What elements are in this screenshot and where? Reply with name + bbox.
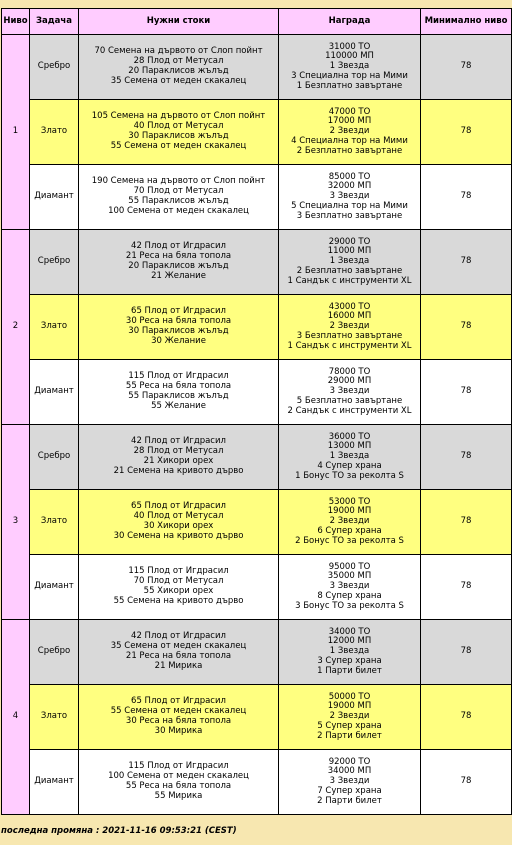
min-level-cell: 78 [421, 35, 512, 100]
header-min-level: Минимално ниво [421, 9, 512, 35]
min-level-cell: 78 [421, 165, 512, 230]
reward-line: 47000 ТО [328, 106, 371, 117]
goods-line: 115 Плод от Игдрасил [128, 371, 229, 382]
task-cell: Диамант [30, 750, 79, 815]
goods-line: 30 Параклисов жълъд [128, 326, 229, 336]
quest-table [1, 8, 512, 815]
reward-line: 7 Супер храна [317, 785, 382, 796]
reward-line: 19000 МП [327, 506, 372, 517]
goods-line: 28 Плод от Метусал [133, 446, 224, 457]
level-cell: 3 [2, 425, 30, 620]
reward-line: 1 Звезда [329, 61, 370, 72]
goods-cell [79, 295, 279, 360]
goods-line: 21 Семена на кривото дърво [113, 465, 244, 476]
goods-line: 55 Семена на кривото дърво [113, 595, 244, 606]
goods-line: 21 Реса на бяла топола [125, 651, 232, 661]
reward-line: 2 Звезди [329, 321, 370, 332]
goods-cell [79, 750, 279, 815]
goods-line: 55 Реса на бяла топола [125, 381, 232, 392]
reward-line: 53000 ТО [328, 496, 371, 507]
reward-line: 3 Безплатно завъртане [296, 210, 403, 221]
goods-cell [79, 100, 279, 165]
reward-line: 3 Бонус ТО за реколта S [295, 600, 404, 611]
goods-cell [79, 555, 279, 620]
task-cell: Сребро [30, 425, 79, 490]
level-cell: 1 [2, 35, 30, 230]
task-cell: Злато [30, 100, 79, 165]
goods-line: 30 Параклисов жълъд [128, 131, 229, 141]
table-row [2, 230, 512, 295]
reward-line: 13000 МП [327, 441, 372, 452]
reward-line: 1 Звезда [329, 646, 370, 657]
reward-line: 95000 ТО [328, 561, 371, 572]
reward-cell [279, 685, 421, 750]
reward-line: 19000 МП [327, 701, 372, 712]
reward-line: 1 Звезда [329, 256, 370, 267]
min-level-cell: 78 [421, 685, 512, 750]
goods-line: 100 Семена от меден скакалец [108, 205, 249, 216]
goods-line: 21 Мирика [154, 660, 203, 671]
reward-line: 1 Бонус ТО за реколта S [295, 470, 404, 481]
reward-line: 50000 ТО [328, 691, 371, 702]
goods-line: 190 Семена на дървото от Слоп пойнт [91, 176, 266, 187]
reward-line: 2 Безплатно завъртане [296, 265, 403, 276]
reward-cell [279, 230, 421, 295]
reward-line: 3 Звезди [329, 581, 370, 592]
goods-line: 30 Реса на бяла топола [125, 716, 232, 726]
reward-line: 2 Безплатно завъртане [296, 145, 403, 156]
reward-cell [279, 750, 421, 815]
reward-cell [279, 360, 421, 425]
task-cell: Сребро [30, 35, 79, 100]
goods-cell [79, 230, 279, 295]
task-cell: Злато [30, 685, 79, 750]
goods-line: 20 Параклисов жълъд [128, 66, 229, 76]
goods-cell [79, 35, 279, 100]
goods-line: 70 Плод от Метусал [133, 186, 224, 197]
reward-line: 29000 МП [327, 376, 372, 387]
goods-line: 30 Хикори орех [143, 521, 214, 531]
goods-line: 65 Плод от Игдрасил [131, 696, 226, 707]
goods-line: 28 Плод от Метусал [133, 56, 224, 67]
reward-line: 8 Супер храна [317, 590, 382, 601]
task-cell: Злато [30, 295, 79, 360]
reward-line: 110000 МП [325, 51, 374, 62]
goods-line: 65 Плод от Игдрасил [131, 306, 226, 317]
reward-line: 29000 ТО [328, 236, 371, 247]
reward-cell [279, 490, 421, 555]
goods-line: 55 Хикори орех [143, 586, 214, 596]
reward-line: 32000 МП [327, 181, 372, 192]
table-row [2, 685, 512, 750]
reward-line: 5 Супер храна [317, 720, 382, 731]
reward-line: 2 Звезди [329, 711, 370, 722]
goods-line: 100 Семена от меден скакалец [108, 771, 249, 782]
goods-line: 30 Мирика [154, 725, 203, 736]
goods-line: 55 Желание [151, 400, 206, 411]
reward-line: 2 Звезди [329, 126, 370, 137]
goods-line: 40 Плод от Метусал [133, 511, 224, 522]
reward-line: 1 Парти билет [317, 665, 382, 676]
reward-line: 3 Безплатно завъртане [296, 330, 403, 341]
reward-line: 4 Супер храна [317, 460, 382, 471]
reward-line: 3 Супер храна [317, 655, 382, 666]
goods-line: 65 Плод от Игдрасил [131, 501, 226, 512]
reward-line: 35000 МП [327, 571, 372, 582]
header-reward: Награда [279, 9, 421, 35]
goods-line: 21 Реса на бяла топола [125, 251, 232, 262]
reward-line: 36000 ТО [328, 431, 371, 442]
reward-line: 1 Сандък с инструменти XL [287, 340, 412, 351]
goods-line: 70 Семена на дървото от Слоп пойнт [94, 46, 263, 57]
table-row [2, 620, 512, 685]
table-row [2, 35, 512, 100]
table-row [2, 425, 512, 490]
goods-cell [79, 685, 279, 750]
reward-cell [279, 35, 421, 100]
goods-line: 55 Семена от меден скакалец [110, 140, 247, 151]
reward-line: 3 Специална тор на Мими [291, 70, 408, 81]
table-row [2, 750, 512, 815]
reward-cell [279, 555, 421, 620]
table-header-row [2, 9, 512, 35]
min-level-cell: 78 [421, 750, 512, 815]
reward-line: 34000 МП [327, 766, 372, 777]
reward-cell [279, 295, 421, 360]
reward-line: 2 Звезди [329, 516, 370, 527]
header-task: Задача [30, 9, 79, 35]
min-level-cell: 78 [421, 100, 512, 165]
goods-line: 21 Желание [151, 270, 206, 281]
reward-line: 1 Безплатно завъртане [296, 80, 403, 91]
reward-line: 92000 ТО [328, 756, 371, 767]
goods-line: 105 Семена на дървото от Слоп пойнт [91, 111, 266, 122]
goods-line: 55 Параклисов жълъд [128, 391, 229, 401]
min-level-cell: 78 [421, 425, 512, 490]
table-row [2, 100, 512, 165]
reward-cell [279, 425, 421, 490]
reward-line: 78000 ТО [328, 366, 371, 377]
goods-line: 42 Плод от Игдрасил [131, 241, 226, 252]
task-cell: Сребро [30, 620, 79, 685]
goods-line: 55 Параклисов жълъд [128, 196, 229, 206]
goods-line: 40 Плод от Метусал [133, 121, 224, 132]
goods-line: 55 Мирика [154, 790, 203, 801]
goods-line: 115 Плод от Игдрасил [128, 566, 229, 577]
reward-line: 2 Парти билет [317, 795, 382, 806]
reward-line: 3 Звезди [329, 191, 370, 202]
goods-line: 55 Семена от меден скакалец [110, 706, 247, 717]
goods-line: 30 Желание [151, 335, 206, 346]
header-goods: Нужни стоки [79, 9, 279, 35]
task-cell: Диамант [30, 165, 79, 230]
reward-line: 34000 ТО [328, 626, 371, 637]
min-level-cell: 78 [421, 555, 512, 620]
table-row [2, 555, 512, 620]
table-row [2, 360, 512, 425]
min-level-cell: 78 [421, 295, 512, 360]
task-cell: Сребро [30, 230, 79, 295]
reward-line: 85000 ТО [328, 171, 371, 182]
reward-line: 1 Звезда [329, 451, 370, 462]
reward-cell [279, 100, 421, 165]
reward-line: 4 Специална тор на Мими [291, 135, 408, 146]
reward-line: 16000 МП [327, 311, 372, 322]
level-cell: 4 [2, 620, 30, 815]
level-cell: 2 [2, 230, 30, 425]
task-cell: Диамант [30, 555, 79, 620]
goods-cell [79, 360, 279, 425]
min-level-cell: 78 [421, 620, 512, 685]
reward-line: 17000 МП [327, 116, 372, 127]
reward-line: 6 Супер храна [317, 525, 382, 536]
goods-line: 42 Плод от Игдрасил [131, 436, 226, 447]
goods-cell [79, 165, 279, 230]
min-level-cell: 78 [421, 230, 512, 295]
reward-line: 31000 ТО [328, 41, 371, 52]
goods-line: 30 Реса на бяла топола [125, 316, 232, 327]
header-level: Ниво [2, 9, 30, 35]
reward-line: 12000 МП [327, 636, 372, 647]
reward-line: 2 Парти билет [317, 730, 382, 741]
goods-cell [79, 620, 279, 685]
table-row [2, 295, 512, 360]
goods-cell [79, 425, 279, 490]
goods-line: 21 Хикори орех [143, 456, 214, 466]
reward-line: 2 Бонус ТО за реколта S [295, 535, 404, 546]
table-row [2, 490, 512, 555]
goods-line: 35 Семена от меден скакалец [110, 641, 247, 652]
min-level-cell: 78 [421, 360, 512, 425]
table-row [2, 165, 512, 230]
reward-line: 3 Звезди [329, 776, 370, 787]
goods-line: 70 Плод от Метусал [133, 576, 224, 587]
goods-line: 30 Семена на кривото дърво [113, 530, 244, 541]
reward-line: 43000 ТО [328, 301, 371, 312]
reward-line: 5 Специална тор на Мими [291, 200, 408, 211]
task-cell: Злато [30, 490, 79, 555]
goods-line: 35 Семена от меден скакалец [110, 75, 247, 86]
goods-line: 55 Реса на бяла топола [125, 781, 232, 791]
reward-line: 2 Сандък с инструменти XL [287, 405, 412, 416]
goods-line: 20 Параклисов жълъд [128, 261, 229, 271]
goods-line: 115 Плод от Игдрасил [128, 761, 229, 772]
min-level-cell: 78 [421, 490, 512, 555]
reward-cell [279, 620, 421, 685]
task-cell: Диамант [30, 360, 79, 425]
reward-cell [279, 165, 421, 230]
table-body [2, 35, 512, 815]
goods-cell [79, 490, 279, 555]
last-modified: последна промяна : 2021-11-16 09:53:21 (CEST) [1, 826, 237, 836]
reward-line: 3 Звезди [329, 386, 370, 397]
reward-line: 5 Безплатно завъртане [296, 395, 403, 406]
reward-line: 11000 МП [327, 246, 372, 257]
reward-line: 1 Сандък с инструменти XL [287, 275, 412, 286]
goods-line: 42 Плод от Игдрасил [131, 631, 226, 642]
